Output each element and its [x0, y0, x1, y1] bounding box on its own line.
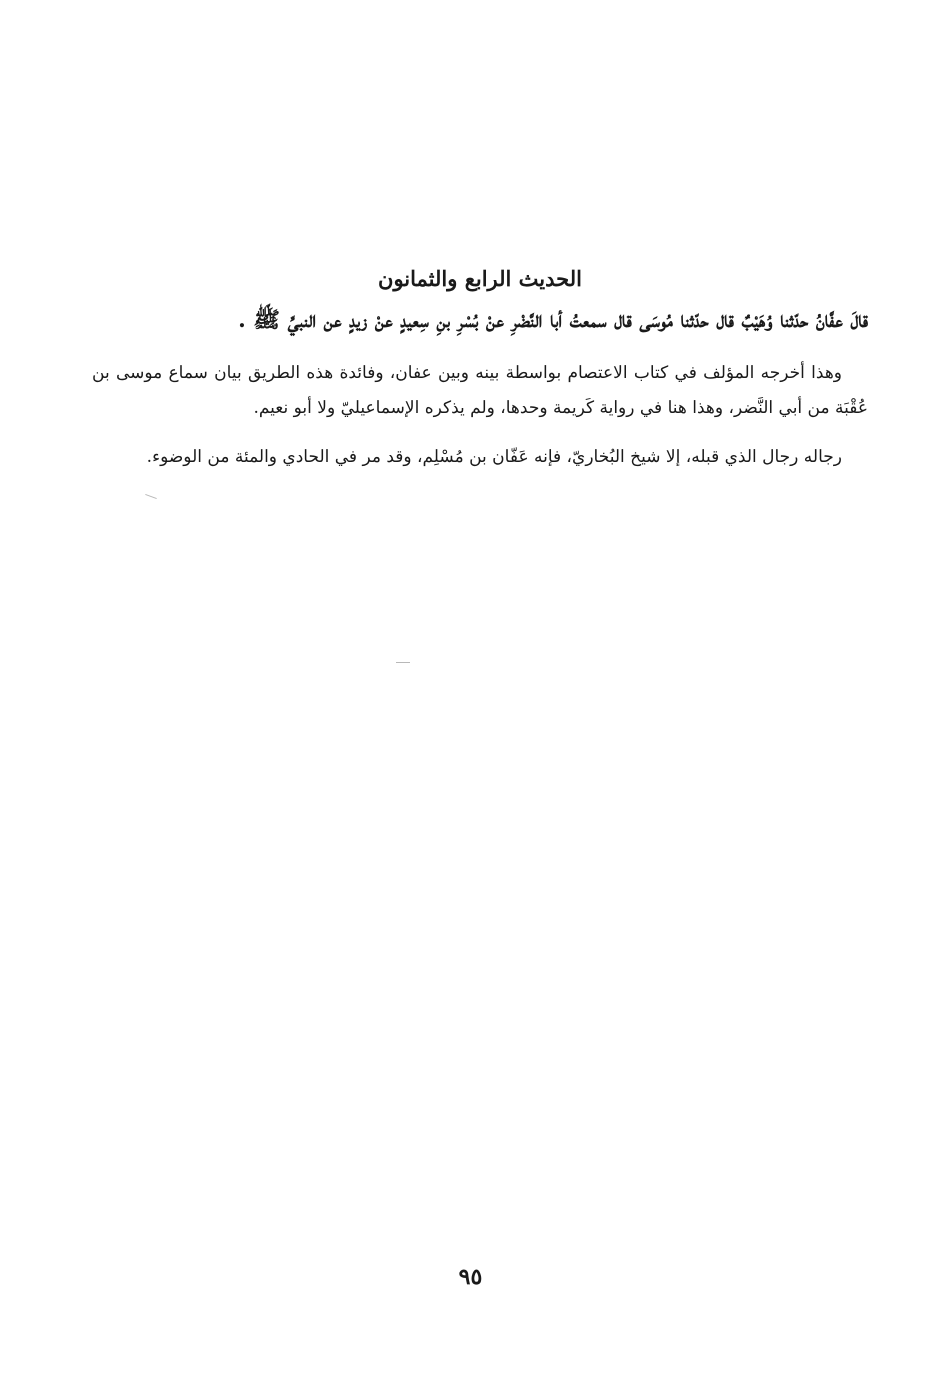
- page-content: [92, 262, 868, 475]
- scan-mark: [145, 494, 157, 499]
- hadith-heading: الحديث الرابع والثمانون: [378, 266, 582, 291]
- commentary-paragraph: رجاله رجال الذي قبله، إلا شيخ البُخاريّ، فإنه عَفّان بن مُسْلِم، وقد مر في الحادي والمئة من الوضوء.: [146, 447, 842, 467]
- commentary-paragraph: وهذا أخرجه المؤلف في كتاب الاعتصام بواسطة بينه وبين عفان، وفائدة هذه الطريق بيان سماع موسى بن عُقْبَة من أبي النَّضر، وهذا هنا في رواية كَريمة وحدها، ولم يذكره الإسماعيليّ ولا أبو نعيم.: [92, 363, 868, 418]
- hadith-text: قالَ عفَّانُ حدّثنا وُهَيْبٌ قال حدّثنا مُوسَى قال سمعتُ أبا النَّضْرِ عنْ بُسْرِ بنِ سِعيدٍ عنْ زيدٍ عن النبيِّ ﷺ .: [238, 307, 868, 333]
- scan-mark: [396, 662, 410, 663]
- page-number: ٩٥: [458, 1264, 483, 1290]
